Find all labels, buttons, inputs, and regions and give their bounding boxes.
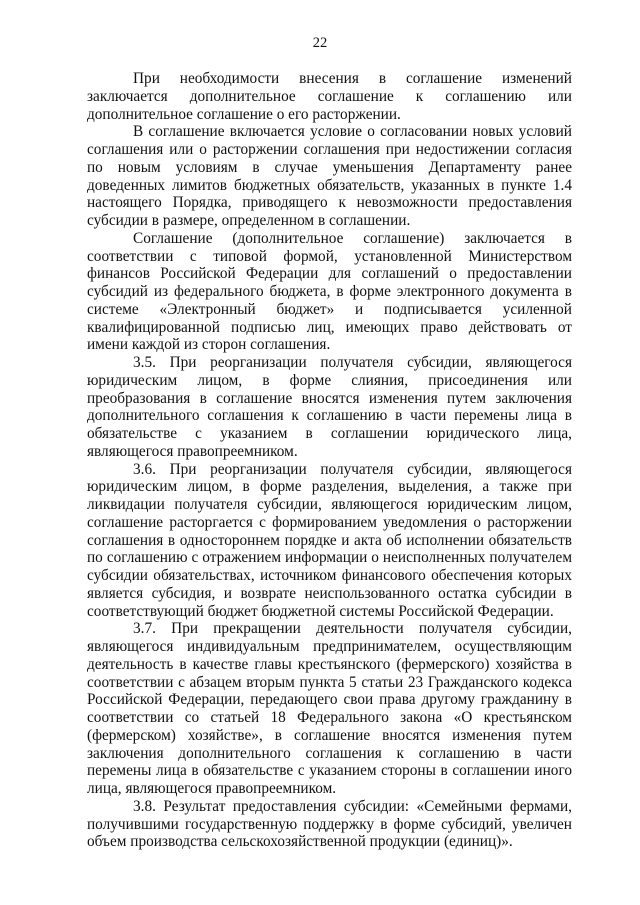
paragraph-3-7: 3.7. При прекращении деятельности получателя субсидии, являющегося индивидуальным предпринимателем, осуществляющим деятельность в качестве главы крестьянского (фермерского) хозяйства в соответствии с абзацем вторым пункта 5 статьи 23 Гражданского кодекса Российской Федерации, передающего свои права другому гражданину в соответствии со статьей 18 Федерального закона «О крестьянском (фермерском) хозяйстве», в соглашение вносятся изменения путем заключения дополнительного соглашения к соглашению в части перемены лица в обязательстве с указанием стороны в соглашении иного лица, являющегося правопреемником. <box>87 620 572 797</box>
document-body <box>87 70 572 851</box>
paragraph-3-6: 3.6. При реорганизации получателя субсидии, являющегося юридическим лицом, в форме разделения, выделения, а также при ликвидации получателя субсидии, являющегося юридическим лицом, соглашение расторгается с формированием уведомления о расторжении соглашения в одностороннем порядке и акта об исполнении обязательств по соглашению с отражением информации о неисполненных получателем субсидии обязательствах, источником финансового обеспечения которых является субсидия, и возврате неиспользованного остатка субсидии в соответствующий бюджет бюджетной системы Российской Федерации. <box>87 460 572 620</box>
paragraph-standard-form: Соглашение (дополнительное соглашение) заключается в соответствии с типовой формой, установленной Министерством финансов Российской Федерации для соглашений о предоставлении субсидий из федерального бюджета, в форме электронного документа в системе «Электронный бюджет» и подписывается усиленной квалифицированной подписью лиц, имеющих право действовать от имени каждой из сторон соглашения. <box>87 229 572 354</box>
paragraph-3-5: 3.5. При реорганизации получателя субсидии, являющегося юридическим лицом, в форме слияния, присоединения или преобразования в соглашение вносятся изменения путем заключения дополнительного соглашения к соглашению в части перемены лица в обязательстве с указанием в соглашении юридического лица, являющегося правопреемником. <box>87 354 572 460</box>
paragraph-new-conditions: В соглашение включается условие о согласовании новых условий соглашения или о расторжении соглашения при недостижении согласия по новым условиям в случае уменьшения Департаменту ранее доведенных лимитов бюджетных обязательств, указанных в пункте 1.4 настоящего Порядка, приводящего к невозможности предоставления субсидии в размере, определенном в соглашении. <box>87 123 572 229</box>
paragraph-3-8: 3.8. Результат предоставления субсидии: «Семейными фермами, получившими государственную поддержку в форме субсидий, увеличен объем производства сельскохозяйственной продукции (единиц)». <box>87 797 572 851</box>
paragraph-amendment: При необходимости внесения в соглашение изменений заключается дополнительное соглашение к соглашению или дополнительное соглашение о его расторжении. <box>87 70 572 123</box>
page-number: 22 <box>312 35 328 51</box>
